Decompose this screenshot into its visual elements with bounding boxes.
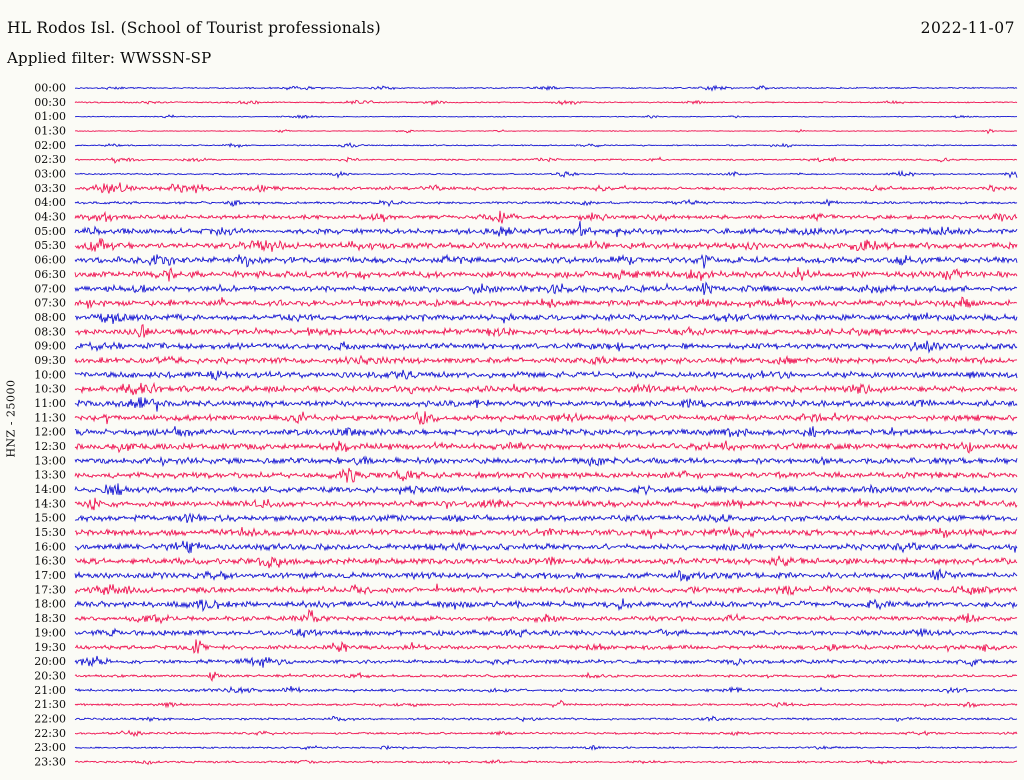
- time-label: 04:00: [34, 196, 66, 210]
- time-label: 11:00: [34, 397, 66, 410]
- trace-row: [75, 426, 1017, 437]
- time-label: 03:30: [34, 181, 66, 195]
- trace-row: [75, 383, 1017, 395]
- trace-row: [75, 746, 1017, 750]
- time-label: 15:30: [34, 526, 66, 539]
- time-label: 04:30: [34, 210, 66, 224]
- time-label: 20:30: [34, 669, 66, 683]
- time-label: 02:00: [34, 138, 66, 152]
- time-label: 17:00: [34, 569, 66, 583]
- time-label: 00:00: [34, 81, 66, 95]
- time-label: 12:00: [34, 425, 66, 439]
- time-label: 20:00: [34, 655, 66, 669]
- trace-row: [75, 731, 1017, 736]
- trace-row: [75, 672, 1017, 681]
- time-label: 10:30: [34, 382, 66, 396]
- trace-row: [75, 556, 1017, 568]
- time-label: 14:00: [34, 483, 66, 496]
- trace-row: [75, 143, 1017, 147]
- trace-row: [75, 254, 1017, 268]
- time-label: 14:30: [34, 497, 66, 511]
- trace-row: [75, 129, 1017, 133]
- time-label: 01:00: [34, 110, 66, 124]
- trace-row: [75, 341, 1017, 352]
- trace-row: [75, 700, 1017, 707]
- trace-row: [75, 716, 1017, 721]
- time-label: 21:30: [34, 698, 66, 712]
- time-label: 11:30: [34, 411, 66, 425]
- time-label: 06:30: [34, 267, 66, 281]
- trace-row: [75, 171, 1017, 177]
- trace-row: [75, 411, 1017, 424]
- trace-row: [75, 325, 1017, 338]
- time-label: 13:00: [34, 454, 66, 468]
- applied-filter-label: Applied filter: WWSSN-SP: [7, 49, 212, 67]
- trace-row: [75, 514, 1017, 523]
- trace-row: [75, 283, 1017, 295]
- trace-row: [75, 610, 1017, 623]
- time-label: 23:30: [34, 755, 66, 769]
- time-label: 07:00: [34, 282, 66, 296]
- trace-row: [75, 570, 1017, 582]
- trace-row: [75, 157, 1017, 163]
- trace-row: [75, 313, 1017, 324]
- time-label: 10:00: [34, 368, 66, 382]
- trace-row: [75, 115, 1017, 118]
- time-label: 02:30: [34, 153, 66, 167]
- trace-row: [75, 356, 1017, 365]
- trace-row: [75, 397, 1017, 411]
- time-label: 00:30: [34, 95, 66, 109]
- time-label: 16:30: [34, 554, 66, 568]
- record-date: 2022-11-07: [920, 19, 1015, 37]
- time-label: 18:00: [34, 597, 66, 611]
- trace-row: [75, 656, 1017, 668]
- trace-row: [75, 639, 1017, 653]
- time-label: 06:00: [34, 253, 66, 267]
- trace-row: [75, 541, 1017, 553]
- trace-row: [75, 598, 1017, 610]
- time-label: 19:00: [34, 626, 66, 640]
- time-label: 05:00: [34, 224, 66, 238]
- time-label: 16:00: [34, 540, 66, 554]
- time-label: 01:30: [34, 124, 66, 138]
- time-label: 17:30: [34, 583, 66, 597]
- time-label: 13:30: [34, 468, 66, 482]
- channel-scale-label: HNZ - 25000: [4, 379, 18, 458]
- time-label: 03:00: [34, 167, 66, 181]
- trace-row: [75, 527, 1017, 539]
- time-label: 09:30: [34, 354, 66, 367]
- trace-row: [75, 211, 1017, 224]
- trace-row: [75, 686, 1017, 693]
- station-title: HL Rodos Isl. (School of Tourist professionals): [7, 19, 381, 37]
- time-label: 08:30: [34, 325, 66, 339]
- trace-row: [75, 483, 1017, 495]
- trace-row: [75, 238, 1017, 251]
- trace-row: [75, 441, 1017, 453]
- trace-row: [75, 267, 1017, 281]
- time-label: 07:30: [34, 296, 66, 310]
- trace-row: [75, 457, 1017, 466]
- time-label: 21:00: [34, 683, 66, 697]
- trace-row: [75, 200, 1017, 206]
- trace-row: [75, 498, 1017, 510]
- trace-row: [75, 760, 1017, 764]
- trace-row: [75, 100, 1017, 104]
- trace-row: [75, 183, 1017, 194]
- trace-row: [75, 221, 1017, 237]
- trace-row: [75, 370, 1017, 380]
- time-label: 12:30: [34, 440, 66, 453]
- time-label: 22:30: [34, 726, 66, 740]
- time-label: 19:30: [34, 640, 66, 654]
- trace-row: [75, 628, 1017, 637]
- trace-row: [75, 584, 1017, 595]
- time-label: 08:00: [34, 310, 66, 324]
- trace-row: [75, 297, 1017, 308]
- time-label: 15:00: [34, 511, 66, 525]
- time-label: 05:30: [34, 239, 66, 253]
- time-label: 23:00: [34, 741, 66, 755]
- trace-row: [75, 468, 1017, 483]
- time-label: 09:00: [34, 339, 66, 353]
- trace-row: [75, 86, 1017, 91]
- time-label: 18:30: [34, 612, 66, 626]
- time-label: 22:00: [34, 712, 66, 726]
